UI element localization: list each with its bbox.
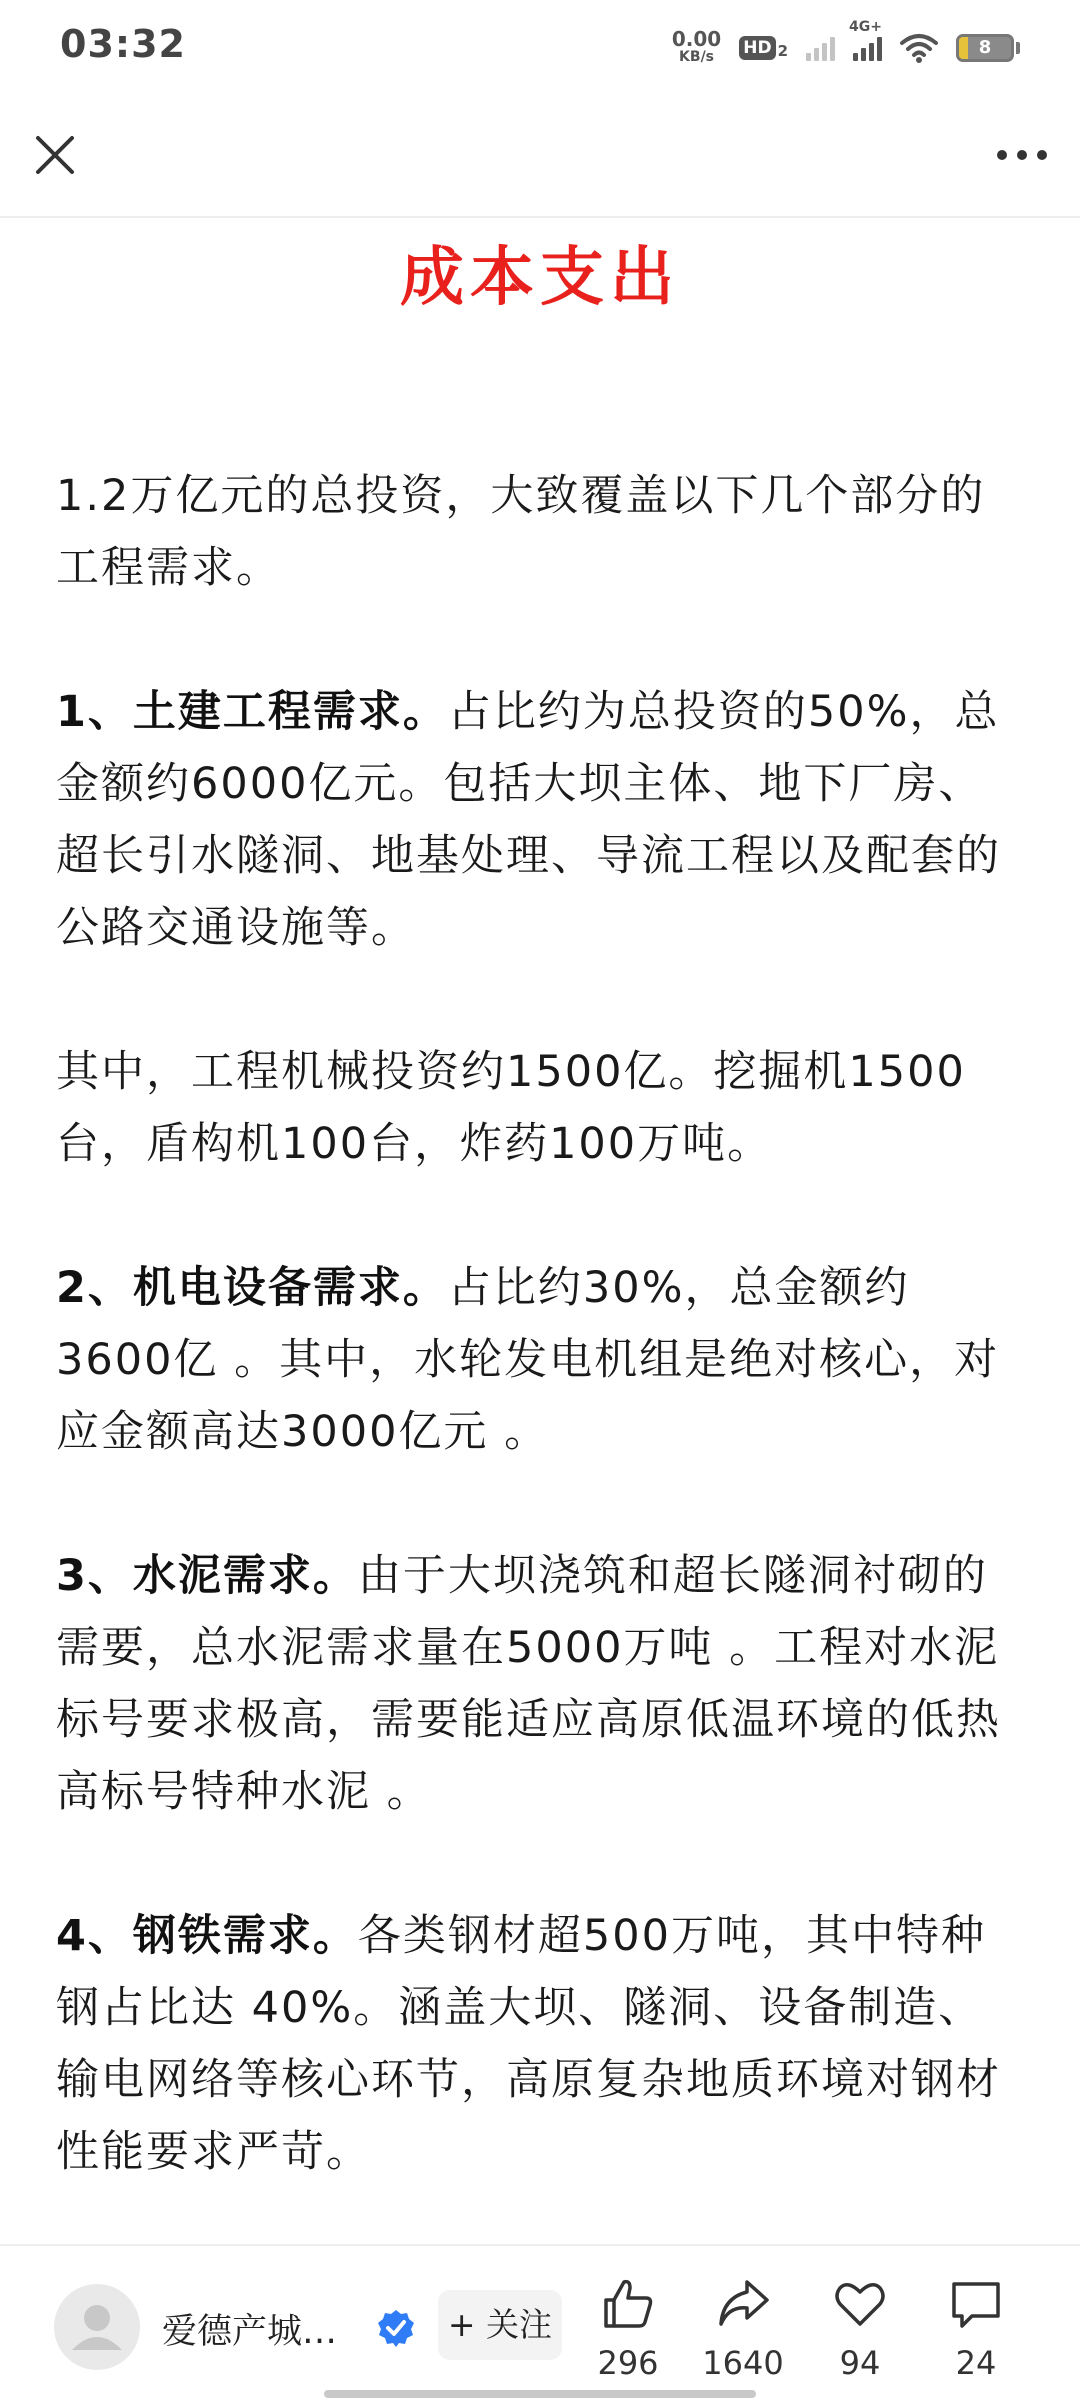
article-intro: 1.2万亿元的总投资，大致覆盖以下几个部分的工程需求。 (56, 471, 986, 593)
close-button[interactable] (30, 130, 80, 180)
hd-label: HD (739, 36, 775, 60)
signal-sim2-icon (806, 35, 835, 61)
article-paragraph (56, 676, 1026, 964)
heart-icon (832, 2276, 888, 2332)
article-title: 成本支出 (400, 241, 680, 315)
status-icons (671, 19, 1020, 70)
article-paragraph (56, 1252, 1026, 1468)
verified-badge-icon (376, 2308, 416, 2348)
share-button[interactable] (683, 2276, 803, 2382)
paragraph-lead: 2、机电设备需求。 (56, 1263, 448, 1313)
author-name[interactable]: 爱德产城… (162, 2312, 338, 2352)
hd-sub: 2 (777, 42, 788, 60)
comment-icon (948, 2276, 1004, 2332)
close-icon (34, 134, 76, 176)
like-button[interactable] (568, 2276, 688, 2382)
net-speed (671, 27, 722, 66)
comment-count: 24 (955, 2344, 997, 2382)
more-button[interactable] (992, 130, 1052, 180)
top-nav (0, 110, 1080, 218)
avatar-placeholder-icon (54, 2284, 140, 2370)
paragraph-text: 由于大坝浇筑和超长隧洞衬砌的需要，总水泥需求量在5000万吨 。工程对水泥标号要求极高，需要能适应高原低温环境的低热高标号特种水泥 。 (56, 1551, 1001, 1817)
article-paragraph (56, 1540, 1026, 1828)
bottom-action-bar (0, 2244, 1080, 2406)
paragraph-text: 占比约为总投资的50%，总金额约6000亿元。包括大坝主体、地下厂房、超长引水隧洞、地基处理、导流工程以及配套的公路交通设施等。 (56, 687, 1001, 953)
more-icon (996, 149, 1048, 161)
paragraph-lead: 3、水泥需求。 (56, 1551, 358, 1601)
status-time: 03:32 (60, 22, 186, 66)
article-paragraph (56, 1036, 1026, 1180)
net-speed-unit: KB/s (679, 49, 715, 65)
network-type-label: 4G+ (849, 19, 882, 35)
paragraph-text: 占比约30%，总金额约3600亿 。其中，水轮发电机组是绝对核心，对应金额高达3000亿元 。 (56, 1263, 1000, 1457)
share-icon (715, 2276, 771, 2332)
net-speed-value: 0.00 (671, 27, 722, 51)
author-avatar[interactable] (54, 2284, 140, 2370)
favorite-button[interactable] (800, 2276, 920, 2382)
battery-icon (956, 34, 1020, 62)
share-count: 1640 (702, 2344, 784, 2382)
signal-sim1-icon (849, 19, 882, 61)
like-count: 296 (597, 2344, 659, 2382)
follow-button[interactable]: + 关注 (438, 2290, 562, 2360)
thumbs-up-icon (600, 2276, 656, 2332)
paragraph-text: 其中，工程机械投资约1500亿。挖掘机1500台，盾构机100台，炸药100万吨。 (56, 1047, 966, 1169)
article-paragraph (56, 1900, 1026, 2188)
paragraph-lead: 1、土建工程需求。 (56, 687, 448, 737)
paragraph-lead: 4、钢铁需求。 (56, 1911, 358, 1961)
battery-level: 8 (978, 37, 992, 58)
hd-icon (739, 36, 788, 60)
home-indicator[interactable] (324, 2390, 756, 2398)
comment-button[interactable] (916, 2276, 1036, 2382)
status-bar (0, 0, 1080, 96)
article-body (56, 460, 1026, 2260)
paragraph-text: 各类钢材超500万吨，其中特种钢占比达 40%。涵盖大坝、隧洞、设备制造、输电网络等核心环节，高原复杂地质环境对钢材性能要求严苛。 (56, 1911, 1001, 2177)
favorite-count: 94 (839, 2344, 881, 2382)
wifi-icon (900, 33, 938, 63)
